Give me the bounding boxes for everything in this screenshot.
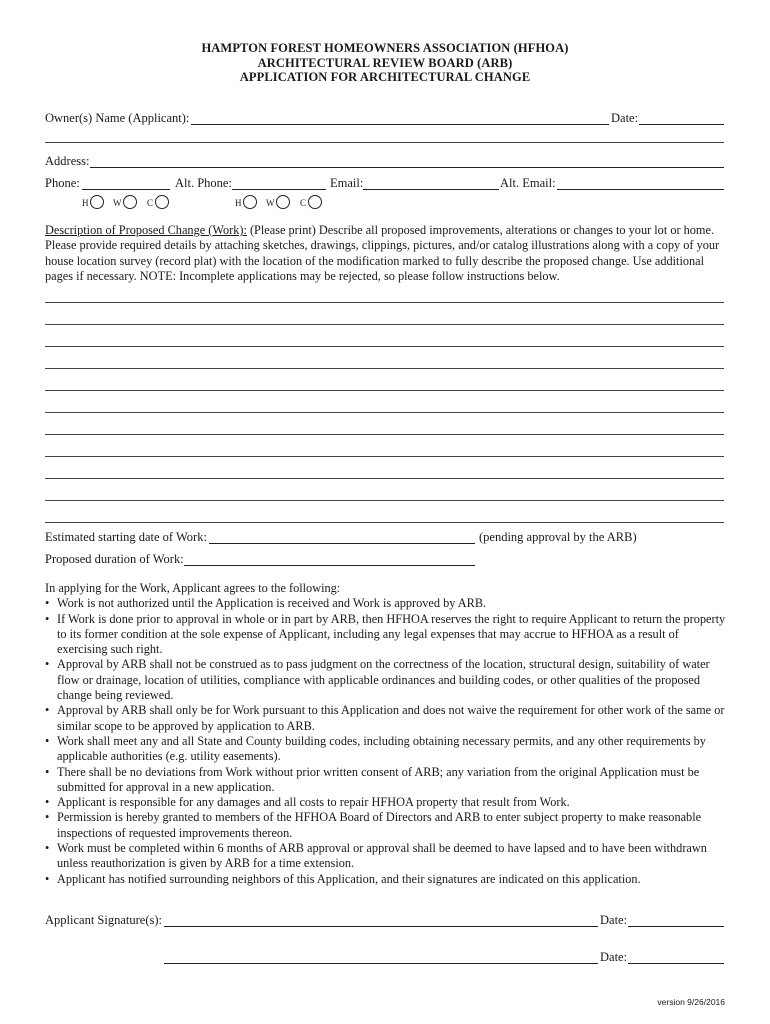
- email-field[interactable]: [363, 189, 499, 190]
- phone-type-options: [0, 194, 770, 212]
- board-title: ARCHITECTURAL REVIEW BOARD (ARB): [257, 55, 513, 70]
- terms-item: • Work must be completed within 6 months of ARB approval or approval shall be deemed to have lapsed and to have been withdrawn unless reauthorization is given by ARB for a time extension.: [45, 841, 729, 872]
- signature-date-label-1: Date:: [600, 913, 628, 927]
- alt-email-field[interactable]: [557, 189, 724, 190]
- duration-row: [45, 552, 725, 568]
- duration-label: Proposed duration of Work:: [45, 552, 184, 566]
- signature-field-1[interactable]: [164, 926, 598, 927]
- description-body: (Please print) Describe all proposed improvements, alterations or changes to your lot or home. Please provide required details by attaching sketches, drawings, clippings, pictures, and/or catalog illustrations along with a copy of your house location survey (record plat) with the location of the modification marked to fully describe the proposed change. Use additional pages if necessary. NOTE: Incomplete applications may be rejected, so please follow instructions below.: [45, 223, 720, 284]
- signature-date-label-2: Date:: [600, 950, 628, 964]
- owner-name-field[interactable]: [191, 124, 609, 125]
- description-line[interactable]: [45, 346, 724, 347]
- form-header: [0, 41, 770, 85]
- start-date-field[interactable]: [209, 543, 475, 544]
- description-line[interactable]: [45, 522, 724, 523]
- terms-item: • Approval by ARB shall only be for Work pursuant to this Application and does not waive the requirement for other work of the same or similar scope to be approved by application to ARB.: [45, 703, 729, 734]
- date-field[interactable]: [639, 124, 724, 125]
- description-line[interactable]: [45, 412, 724, 413]
- terms-section: [45, 581, 729, 887]
- terms-item: • Work shall meet any and all State and County building codes, including obtaining necessary permits, and any other requirements by applicable authorities (e.g. utility easements).: [45, 734, 729, 765]
- start-date-row: [45, 530, 725, 546]
- form-title: APPLICATION FOR ARCHITECTURAL CHANGE: [239, 70, 531, 84]
- pending-approval-note: (pending approval by the ARB): [479, 530, 637, 544]
- phone-label: Phone:: [45, 176, 80, 190]
- signature-date-field-1[interactable]: [628, 926, 724, 927]
- terms-list: [45, 596, 729, 887]
- alt-phone-type-w-radio[interactable]: [276, 195, 290, 209]
- alt-email-label: Alt. Email:: [500, 176, 556, 190]
- alt-phone-type-h-radio[interactable]: [243, 195, 257, 209]
- terms-item: • Applicant is responsible for any damages and all costs to repair HFHOA property that result from Work.: [45, 795, 729, 810]
- description-line[interactable]: [45, 324, 724, 325]
- terms-item: • If Work is done prior to approval in whole or in part by ARB, then HFHOA reserves the right to require Applicant to return the property to its former condition at the sole expense of Applicant, including any legal expenses that may accrue to HFHOA as a result of exercising such right.: [45, 612, 729, 658]
- version-label: version 9/26/2016: [657, 997, 725, 1007]
- alt-phone-type-h-label: H: [235, 198, 242, 208]
- signature-label: Applicant Signature(s):: [45, 913, 162, 927]
- email-label: Email:: [330, 176, 364, 190]
- signature-field-2[interactable]: [164, 963, 598, 964]
- phone-type-h-radio[interactable]: [90, 195, 104, 209]
- description-heading: Description of Proposed Change (Work):: [45, 223, 247, 237]
- description-line[interactable]: [45, 478, 724, 479]
- address-label: Address:: [45, 154, 90, 168]
- alt-phone-field[interactable]: [232, 189, 326, 190]
- address-field[interactable]: [90, 167, 724, 168]
- start-date-label: Estimated starting date of Work:: [45, 530, 207, 544]
- duration-field[interactable]: [184, 565, 475, 566]
- description-instructions: [45, 223, 728, 285]
- description-line[interactable]: [45, 390, 724, 391]
- terms-item: • Work is not authorized until the Application is received and Work is approved by ARB.: [45, 596, 729, 611]
- date-label: Date:: [611, 111, 639, 125]
- terms-item: • Permission is hereby granted to members of the HFHOA Board of Directors and ARB to enter subject property to make reasonable inspections of requested improvements thereon.: [45, 810, 729, 841]
- phone-field[interactable]: [82, 189, 170, 190]
- terms-item: • Approval by ARB shall not be construed as to pass judgment on the correctness of the location, structural design, suitability of water flow or drainage, location of utilities, compliance with applicable ordinances and building codes, or other qualities of the proposed change being reviewed.: [45, 657, 729, 703]
- terms-item: • There shall be no deviations from Work without prior written consent of ARB; any variation from the original Application must be submitted for approval in a new application.: [45, 765, 729, 796]
- description-line[interactable]: [45, 368, 724, 369]
- phone-type-w-radio[interactable]: [123, 195, 137, 209]
- alt-phone-type-w-label: W: [266, 198, 275, 208]
- signature-row-2: [45, 950, 725, 966]
- signature-date-field-2[interactable]: [628, 963, 724, 964]
- phone-type-c-label: C: [147, 198, 154, 208]
- terms-intro: In applying for the Work, Applicant agrees to the following:: [45, 581, 341, 595]
- terms-item: • Applicant has notified surrounding neighbors of this Application, and their signatures are indicated on this application.: [45, 872, 729, 887]
- alt-phone-type-c-label: C: [300, 198, 307, 208]
- address-row: [45, 154, 725, 170]
- contact-row: [45, 176, 725, 192]
- description-line[interactable]: [45, 302, 724, 303]
- signature-row-1: [45, 913, 725, 929]
- description-line[interactable]: [45, 434, 724, 435]
- phone-type-h-label: H: [82, 198, 89, 208]
- alt-phone-type-c-radio[interactable]: [308, 195, 322, 209]
- phone-type-w-label: W: [113, 198, 122, 208]
- association-title: HAMPTON FOREST HOMEOWNERS ASSOCIATION (HFHOA): [201, 41, 569, 55]
- owner-name-label: Owner(s) Name (Applicant):: [45, 111, 190, 125]
- owner-name-field-2[interactable]: [45, 142, 724, 143]
- description-line[interactable]: [45, 500, 724, 501]
- owner-row: [45, 111, 725, 127]
- alt-phone-label: Alt. Phone:: [175, 176, 232, 190]
- description-line[interactable]: [45, 456, 724, 457]
- phone-type-c-radio[interactable]: [155, 195, 169, 209]
